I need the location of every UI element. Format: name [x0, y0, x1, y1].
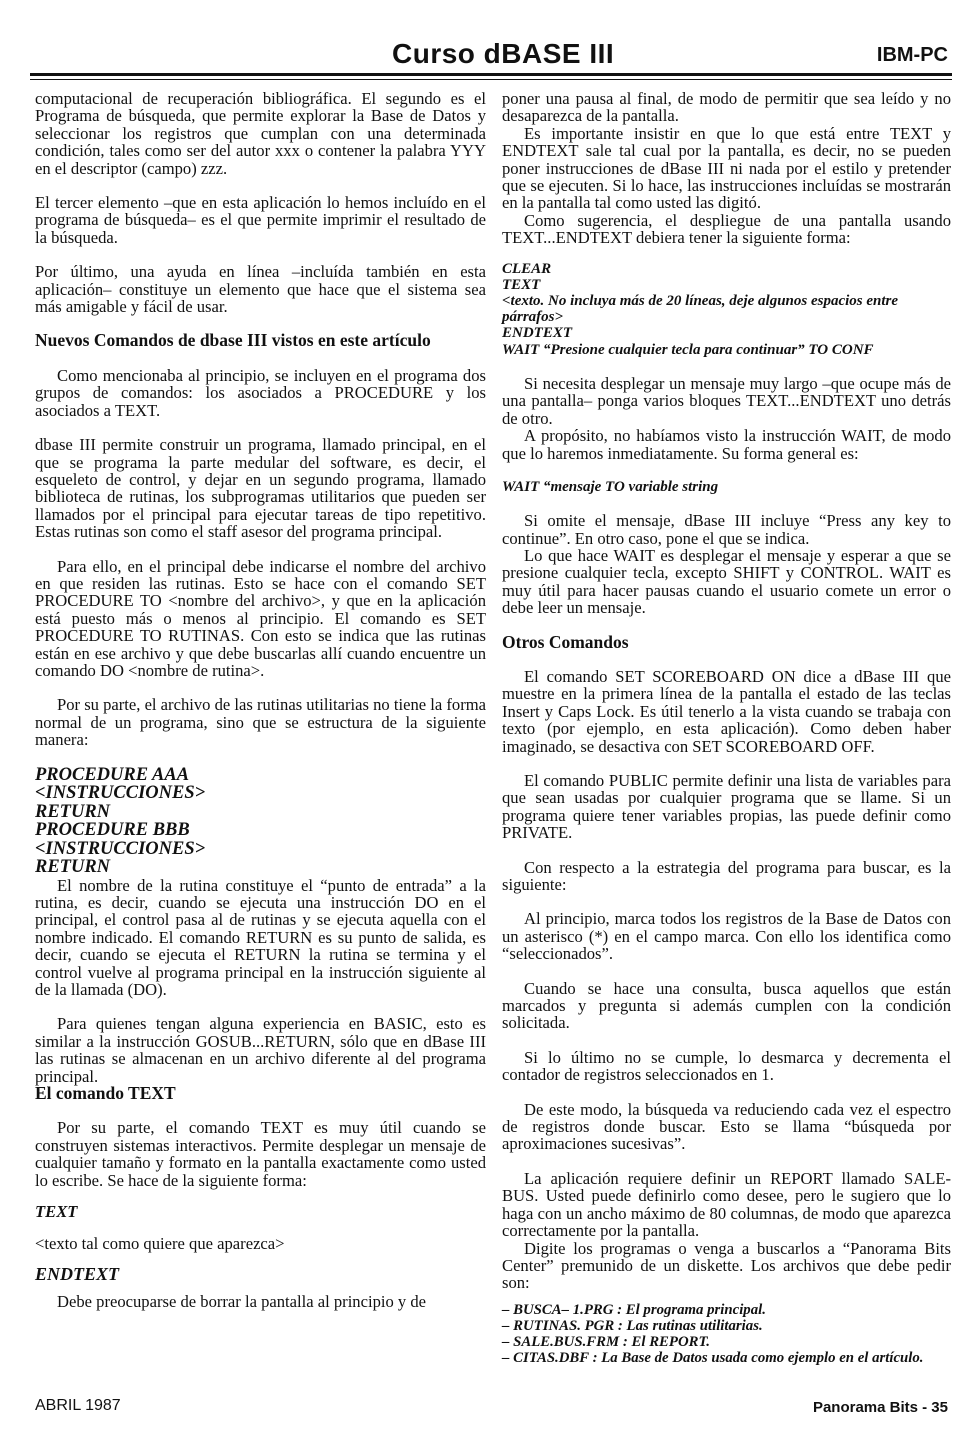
paragraph: Por su parte, el archivo de las rutinas utilitarias no tiene la forma normal de un programa, sino que se estructura de la siguiente manera: — [35, 695, 486, 750]
code-line: RETURN — [35, 801, 111, 822]
paragraph: Si necesita desplegar un mensaje muy largo –que ocupe más de una pantalla– ponga varios bloques TEXT...ENDTEXT uno detrás de otro. — [502, 373, 951, 428]
header-rule — [30, 73, 952, 76]
paragraph: Por su parte, el comando TEXT es muy útil cuando se construyen sistemas interactivos. Permite desplegar un mensaje de cualquier tamaño y formato en la pantalla exactamente como usted lo escribe. Se hace de la siguiente forma: — [35, 1118, 486, 1190]
file-list — [502, 1302, 951, 1366]
paragraph: Digite los programas o venga a buscarlos a “Panorama Bits Center” premunido de un diskette. Los archivos que debe pedir son: — [502, 1238, 951, 1293]
header-rule-thin — [30, 79, 952, 80]
code-keyword: ENDTEXT — [35, 1263, 120, 1284]
code-line: <INSTRUCCIONES> — [35, 838, 206, 859]
paragraph: El tercer elemento –que en esta aplicación lo hemos incluído en el programa de búsqueda– es el que permite imprimir el resultado de la búsqueda. — [35, 193, 486, 247]
code-line: WAIT “Presione cualquier tecla para continuar” TO CONF — [502, 341, 874, 358]
paragraph: Si omite el mensaje, dBase III incluye “Press any key to continue”. En otro caso, pone el que se indica. — [502, 511, 951, 548]
code-line: RETURN — [35, 857, 111, 878]
running-header-section: IBM-PC — [876, 44, 948, 66]
code-line: ENDTEXT — [502, 325, 573, 342]
code-line: CLEAR — [502, 260, 552, 277]
code-body: <texto tal como quiere que aparezca> — [35, 1233, 285, 1253]
code-line: <texto. No incluya más de 20 líneas, deje algunos espacios entre párrafos> — [502, 293, 899, 326]
paragraph: De este modo, la búsqueda va reduciendo cada vez el espectro de registros donde buscar. Esto se llama “búsqueda por aproximaciones sucesivas”. — [502, 1099, 951, 1154]
paragraph: Para quienes tengan alguna experiencia en BASIC, esto es similar a la instrucción GOSUB...RETURN, sólo que en dBase III las rutinas se almacenan en un archivo diferente al del programa principal. — [35, 1014, 486, 1086]
paragraph: Si lo último no se cumple, lo desmarca y decrementa el contador de registros seleccionados en 1. — [502, 1047, 951, 1085]
code-line: <INSTRUCCIONES> — [35, 783, 206, 804]
list-item: – RUTINAS. PGR : Las rutinas utilitarias. — [502, 1317, 763, 1334]
right-column — [502, 90, 951, 1366]
paragraph: Cuando se hace una consulta, busca aquellos que están marcados y pregunta si además cumplen con la condición solicitada. — [502, 978, 951, 1033]
code-line: PROCEDURE AAA — [35, 764, 190, 785]
paragraph: computacional de recuperación bibliográfica. El segundo es el Programa de búsqueda, que permite explorar la Base de Datos y seleccionar los registros que cumplan con una determinada condición, tales como ser del autor xxx o contener la palabra YYY en el descriptor (campo) zzz. — [35, 89, 486, 178]
code-line: TEXT — [502, 276, 541, 293]
list-item: – CITAS.DBF : La Base de Datos usada como ejemplo en el artículo. — [502, 1349, 924, 1366]
list-item: – BUSCA– 1.PRG : El programa principal. — [502, 1301, 766, 1318]
paragraph: Con respecto a la estrategia del programa para buscar, es la siguiente: — [502, 857, 951, 895]
paragraph: Como sugerencia, el despliegue de una pantalla usando TEXT...ENDTEXT debiera tener la siguiente forma: — [502, 210, 951, 248]
footer-page-number: Panorama Bits - 35 — [812, 1399, 948, 1416]
code-keyword: TEXT — [35, 1202, 78, 1222]
paragraph: El nombre de la rutina constituye el “punto de entrada” a la rutina, es decir, cuando se ejecuta una instrucción DO en el principal, el control pasa al de rutinas y se ejecuta aquella con el nombre indicado. El comando RETURN es su punto de salida, es decir, cuando se ejecuta el RETURN la rutina se termina y el control vuelve al programa principal en la instrucción siguiente al de la llamada (DO). — [35, 875, 486, 1000]
section-heading: Otros Comandos — [502, 631, 629, 652]
code-line: WAIT “mensaje TO variable string — [502, 478, 719, 495]
left-column — [35, 90, 486, 1311]
code-block — [502, 261, 951, 358]
paragraph: La aplicación requiere definir un REPORT llamado SALE-BUS. Usted puede definirlo como desee, pero le sugiero que lo haga con un ancho máximo de 80 columnas, de modo que aparezca correctamente por la pantalla. — [502, 1168, 951, 1241]
running-header-title: Curso dBASE III — [392, 38, 615, 69]
paragraph: Debe preocuparse de borrar la pantalla al principio y de — [57, 1292, 427, 1312]
code-block — [35, 766, 486, 877]
paragraph: El comando PUBLIC permite definir una lista de variables para que sean usadas por cualquier programa que se llame. Si un programa quiere tener variables propias, las puede definir como PRIVATE. — [502, 770, 951, 843]
code-line: PROCEDURE BBB — [35, 820, 190, 841]
paragraph: El comando SET SCOREBOARD ON dice a dBase III que muestre en la primera línea de la pantalla el estado de las teclas Insert y Caps Lock. Es útil tenerlo a la vista cuando se trabaja con texto (por ejemplo, en esta aplicación). Como deben haber imaginado, se desactiva con SET SCOREBOARD OFF. — [502, 666, 951, 756]
paragraph: dbase III permite construir un programa, llamado principal, en el que se programa la parte medular del software, es decir, el esqueleto de control, y dejar en un segundo programa, llamado biblioteca de rutinas, los subprogramas utilitarios que pueden ser llamados por el principal para ejecutar tareas de tipo repetitivo. Estas rutinas son como el staff asesor del programa principal. — [35, 435, 486, 542]
list-item: – SALE.BUS.FRM : El REPORT. — [502, 1333, 710, 1350]
paragraph: Al principio, marca todos los registros de la Base de Datos con un asterisco (*) en el campo marca. Con ello los identifica como “seleccionados”. — [502, 909, 951, 964]
paragraph: poner una pausa al final, de modo de permitir que sea leído y no desaparezca de la pantalla. — [502, 89, 951, 126]
paragraph: Lo que hace WAIT es desplegar el mensaje y esperar a que se presione cualquier tecla, excepto SHIFT y CONTROL. WAIT es muy útil para hacer pausas cuando el usuario comete un error o debe leer un mensaje. — [502, 545, 951, 618]
paragraph: Por último, una ayuda en línea –incluída también en esta aplicación– constituye un elemento que hace que el sistema sea más amigable y fácil de usar. — [35, 262, 486, 317]
paragraph: Es importante insistir en que lo que está entre TEXT y ENDTEXT sale tal cual por la pantalla, es decir, no se pueden poner instrucciones de dBase III ni nada por el estilo y pretender que se ejecuten. Si lo hace, las instrucciones incluídas se mostrarán en la pantalla tal como usted las digitó. — [502, 123, 951, 213]
paragraph: A propósito, no habíamos visto la instrucción WAIT, de modo que lo haremos inmediatamente. Su forma general es: — [502, 426, 951, 463]
section-heading: Nuevos Comandos de dbase III vistos en este artículo — [35, 330, 431, 351]
paragraph: Como mencionaba al principio, se incluyen en el programa dos grupos de comandos: los asociados a PROCEDURE y los asociados a TEXT. — [35, 365, 486, 420]
section-heading: El comando TEXT — [35, 1083, 176, 1104]
footer-date: ABRIL 1987 — [35, 1397, 121, 1414]
paragraph: Para ello, en el principal debe indicarse el nombre del archivo en que residen las rutinas. Esto se hace con el comando SET PROCEDURE TO <nombre del archivo>, y que en la aplicación está puesto más o menos al principio. El comando es SET PROCEDURE TO RUTINAS. Con esto se indica que las rutinas están en ese archivo y que debe buscarlas allí cuando encuentre un comando DO <nombre de rutina>. — [35, 556, 486, 680]
